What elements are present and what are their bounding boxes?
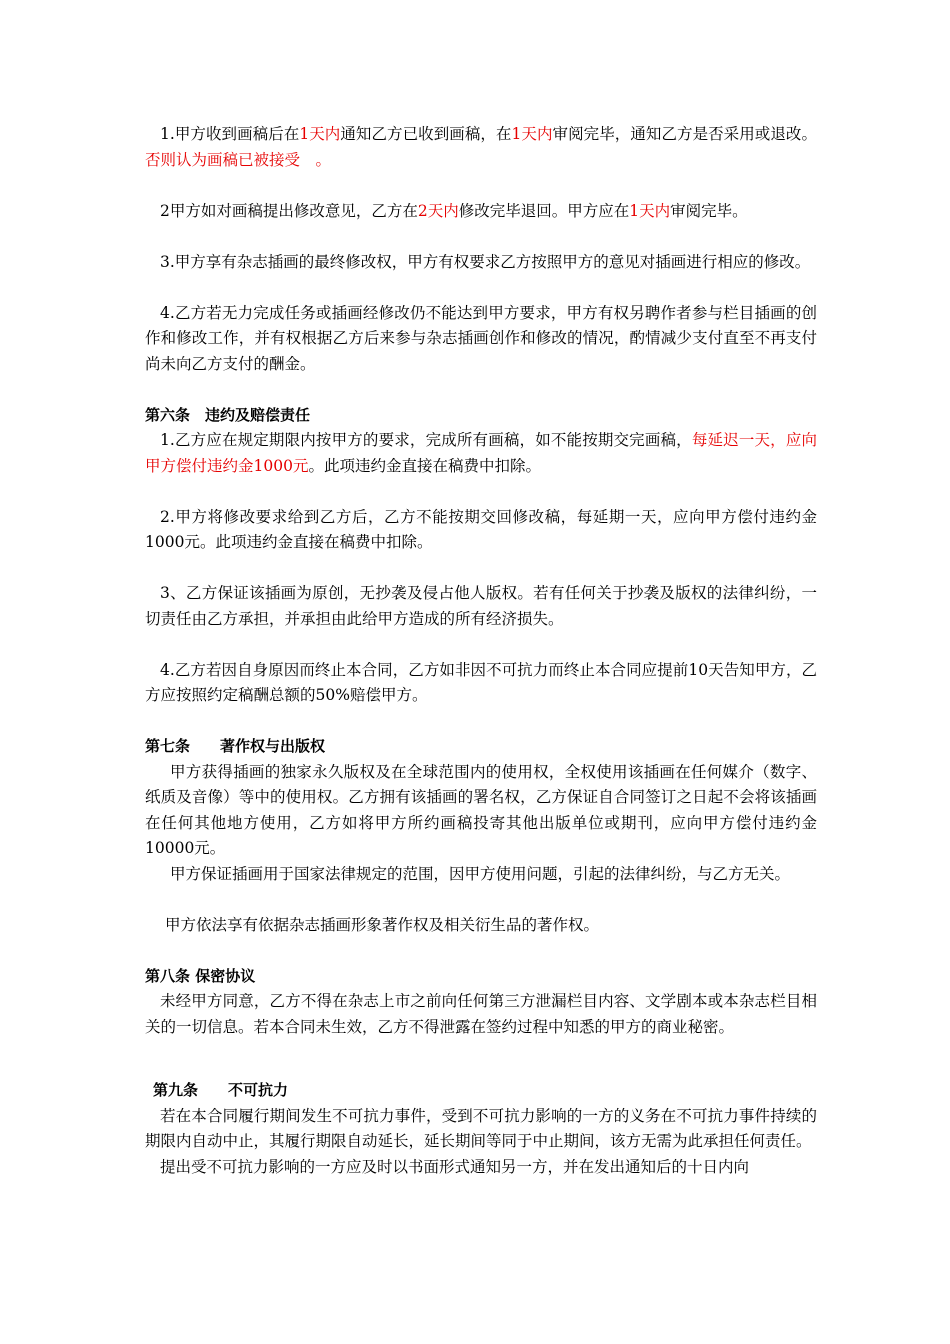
text: 审阅完毕。 [670,201,748,220]
highlight: 每延迟一天，应向甲方偿付违约金1000元 [145,431,817,475]
text: 修改完毕退回。甲方应在 [458,201,630,220]
highlight: 1天内 [299,125,341,143]
s5-para-2 [145,199,817,225]
s8-para-1: 未经甲方同意，乙方不得在杂志上市之前向任何第三方泄漏栏目内容、文学剧本或本杂志栏目相关的一切信息。若本合同未生效，乙方不得泄露在签约过程中知悉的甲方的商业秘密。 [145,992,817,1036]
s6-para-3: 3、乙方保证该插画为原创，无抄袭及侵占他人版权。若有任何关于抄袭及版权的法律纠纷，一切责任由乙方承担，并承担由此给甲方造成的所有经济损失。 [145,584,817,628]
s9-para-2: 提出受不可抗力影响的一方应及时以书面形式通知另一方，并在发出通知后的十日内向 [160,1157,750,1176]
highlight: 2天内 [417,201,459,220]
contract-page [145,122,817,1180]
s6-para-2: 2.甲方将修改要求给到乙方后，乙方不能按期交回修改稿，每延期一天，应向甲方偿付违约金1000元。此项违约金直接在稿费中扣除。 [145,507,817,551]
highlight: 1天内 [511,125,553,143]
text: 。此项违约金直接在稿费中扣除。 [308,456,541,475]
highlight: 1天内 [629,201,671,220]
s9-para-1: 若在本合同履行期间发生不可抗力事件，受到不可抗力影响的一方的义务在不可抗力事件持续的期限内自动中止，其履行期限自动延长，延长期间等同于中止期间，该方无需为此承担任何责任。 [145,1106,817,1150]
highlight: 否则认为画稿已被接受 。 [145,150,332,169]
s7-para-3: 甲方依法享有依据杂志插画形象著作权及相关衍生品的著作权。 [165,915,600,934]
s5-para-4: 4.乙方若无力完成任务或插画经修改仍不能达到甲方要求，甲方有权另聘作者参与栏目插画的创作和修改工作，并有权根据乙方后来参与杂志插画创作和修改的情况，酌情减少支付直至不再支付尚未向乙方支付的酬金。 [145,303,817,373]
s7-para-1: 甲方获得插画的独家永久版权及在全球范围内的使用权，全权使用该插画在任何媒介（数字、纸质及音像）等中的使用权。乙方拥有该插画的署名权，乙方保证自合同签订之日起不会将该插画在任何其他地方使用，乙方如将甲方所约画稿投寄其他出版单位或期刊，应向甲方偿付违约金10000元。 [145,762,817,857]
text: 1.甲方收到画稿后在 [160,125,300,143]
s5-para-3: 3.甲方享有杂志插画的最终修改权，甲方有权要求乙方按照甲方的意见对插画进行相应的修改。 [160,252,811,271]
s6-para-4: 4.乙方若因自身原因而终止本合同，乙方如非因不可抗力而终止本合同应提前10天告知甲方，乙方应按照约定稿酬总额的50%赔偿甲方。 [145,660,817,704]
section-6-title: 第六条 违约及赔偿责任 [145,405,311,424]
s6-para-1 [145,428,817,479]
text: 2甲方如对画稿提出修改意见，乙方在 [160,201,418,220]
text: 通知乙方已收到画稿，在 [340,125,512,143]
text: 审阅完毕，通知乙方是否采用或退改。 [552,125,817,143]
section-9-title: 第九条 不可抗力 [153,1081,289,1099]
s5-para-1 [145,122,817,173]
section-7-title: 第七条 著作权与出版权 [145,737,326,755]
s7-para-2: 甲方保证插画用于国家法律规定的范围，因甲方使用问题，引起的法律纠纷，与乙方无关。 [170,864,791,883]
section-8-title: 第八条 保密协议 [145,966,256,985]
text: 1.乙方应在规定期限内按甲方的要求，完成所有画稿，如不能按期交完画稿， [160,431,692,449]
